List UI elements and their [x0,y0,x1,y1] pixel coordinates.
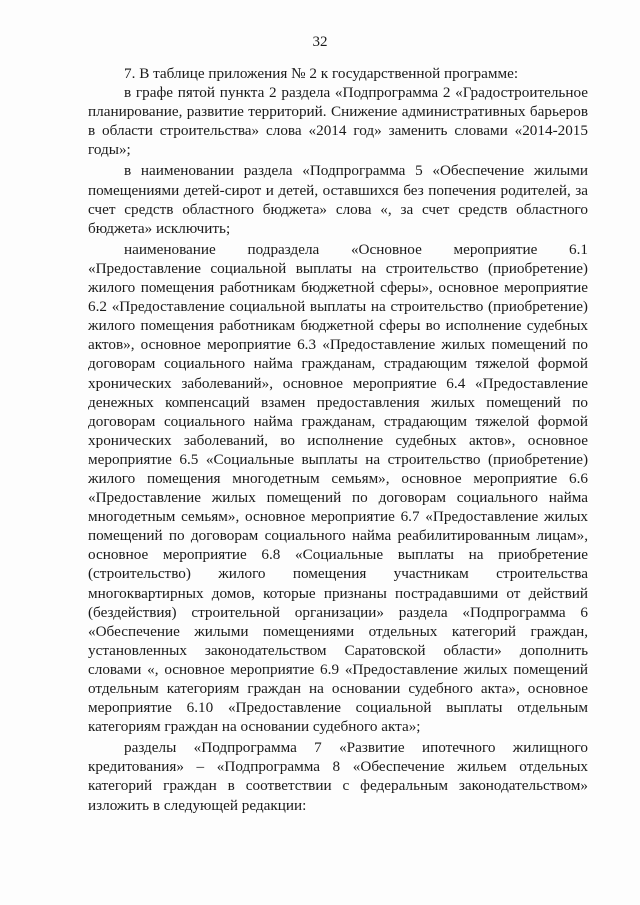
document-body [88,64,588,815]
paragraph-subprograms-7-8: разделы «Подпрограмма 7 «Развитие ипотечного жилищного кредитования» – «Подпрограмма 8 «Обеспечение жильем отдельных категорий граждан в соответствии с федеральным законодательством» изложить в следующей редакции: [88,739,588,814]
page-number: 32 [312,34,328,50]
paragraph-item-7: 7. В таблице приложения № 2 к государственной программе: [124,65,519,82]
paragraph-subprogram-5: в наименовании раздела «Подпрограмма 5 «Обеспечение жилыми помещениями детей-сирот и детей, оставшихся без попечения родителей, за счет средств областного бюджета» слова «, за счет средств областного бюджета» исключить; [88,162,588,237]
paragraph-subprogram-2: в графе пятой пункта 2 раздела «Подпрограмма 2 «Градостроительное планирование, развитие территорий. Снижение административных барьеров в области строительства» слова «2014 год» заменить словами «2014-2015 годы»; [88,84,588,159]
paragraph-subprogram-6: наименование подраздела «Основное мероприятие 6.1 «Предоставление социальной выплаты на строительство (приобретение) жилого помещения работникам бюджетной сферы», основное мероприятие 6.2 «Предоставление социальной выплаты на строительство (приобретение) жилого помещения работникам бюджетной сферы во исполнение судебных актов», основное мероприятие 6.3 «Предоставление жилых помещений по договорам социального найма гражданам, страдающим тяжелой формой хронических заболеваний», основное мероприятие 6.4 «Предоставление денежных компенсаций взамен предоставления жилых помещений по договорам социального найма гражданам, страдающим тяжелой формой хронических заболеваний, во исполнение судебных актов», основное мероприятие 6.5 «Социальные выплаты на строительство (приобретение) жилого помещения многодетным семьям», основное мероприятие 6.6 «Предоставление жилых помещений по договорам социального найма многодетным семьям», основное мероприятие 6.7 «Предоставление жилых помещений по договорам социального найма реабилитированным лицам», основное мероприятие 6.8 «Социальные выплаты на приобретение (строительство) жилого помещения участникам строительства многоквартирных домов, которые признаны пострадавшими от действий (бездействия) строительной организации» раздела «Подпрограмма 6 «Обеспечение жилыми помещениями отдельных категорий граждан, установленных законодательством Саратовской области» дополнить словами «, основное мероприятие 6.9 «Предоставление жилых помещений отдельным категориям граждан на основании судебного акта», основное мероприятие 6.10 «Предоставление социальной выплаты отдельным категориям граждан на основании судебного акта»; [88,240,588,736]
